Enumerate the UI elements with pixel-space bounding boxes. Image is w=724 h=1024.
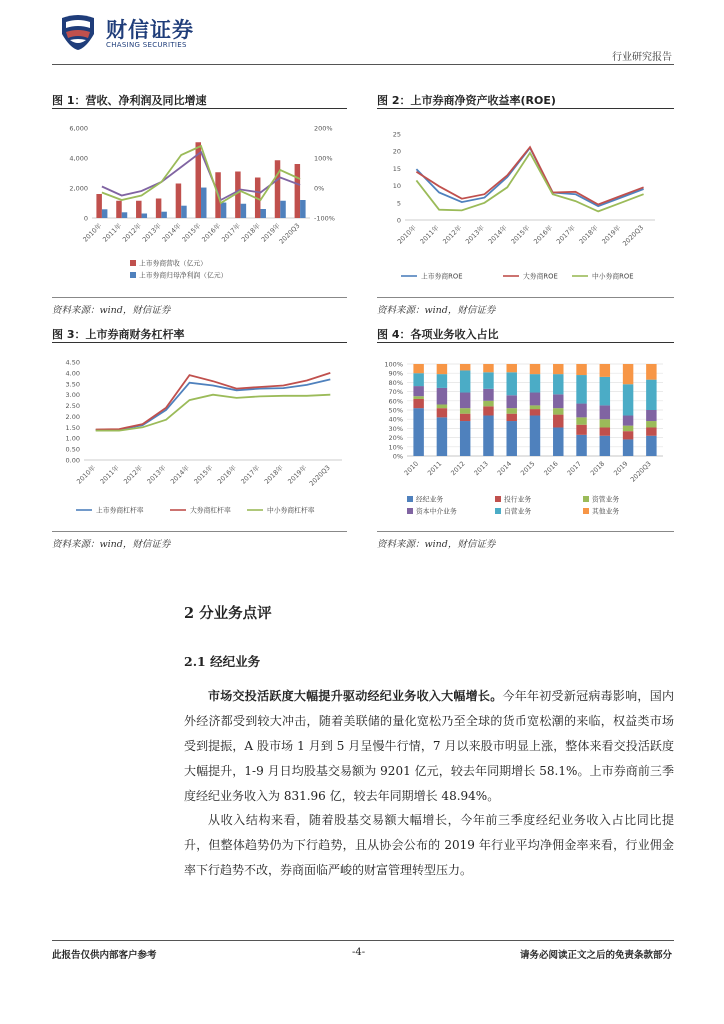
stacked-bar-segment <box>506 372 516 395</box>
x-tick-label: 2011年 <box>98 463 121 486</box>
y-tick-label: 50% <box>388 406 403 415</box>
bar <box>96 194 102 218</box>
x-tick-label: 2020Q3 <box>307 463 332 488</box>
bar <box>275 160 281 218</box>
stacked-bar-segment <box>646 410 656 421</box>
x-tick-label: 2018年 <box>577 223 600 246</box>
logo-cn: 财信证券 <box>106 18 194 42</box>
figure-4-source: 资料来源：wind，财信证券 <box>377 539 496 550</box>
figure-3-chart <box>52 346 347 526</box>
y-tick-label: 0 <box>396 216 401 225</box>
y-tick-label: 6,000 <box>69 124 88 133</box>
stacked-bar-segment <box>530 409 540 415</box>
x-tick-label: 2017 <box>565 459 583 478</box>
y-tick-label: 30% <box>388 424 403 433</box>
x-tick-label: 2012年 <box>121 221 143 244</box>
x-tick-label: 2014 <box>495 459 514 478</box>
figure-1-title: 图 1：营收、净利润及同比增速 <box>52 94 207 107</box>
stacked-bar-segment <box>623 416 633 426</box>
x-tick-label: 2017年 <box>239 463 262 486</box>
legend-label: 上市券商ROE <box>421 272 463 281</box>
figure-4-top-rule <box>377 342 674 343</box>
stacked-bar-segment <box>506 421 516 456</box>
page-number: -4- <box>352 947 366 958</box>
x-tick-label: 2014年 <box>486 223 509 246</box>
bar <box>295 164 301 218</box>
y-tick-label: 4.50 <box>65 358 80 367</box>
legend-label: 中小券商杠杆率 <box>267 506 315 515</box>
y-tick-label: 5 <box>396 199 401 208</box>
x-tick-label: 2015年 <box>192 463 215 486</box>
x-tick-label: 2014年 <box>169 463 191 486</box>
stacked-bar-segment <box>646 380 656 410</box>
stacked-bar-segment <box>460 408 470 414</box>
stacked-bar-segment <box>530 405 540 409</box>
stacked-bar-segment <box>437 388 447 405</box>
stacked-bar-segment <box>576 417 586 424</box>
stacked-bar-segment <box>623 431 633 439</box>
y2-tick-label: -100% <box>314 214 335 223</box>
stacked-bar-segment <box>646 427 656 435</box>
y-tick-label: 2.50 <box>65 402 80 411</box>
paragraph-1 <box>184 684 674 809</box>
stacked-bar-segment <box>646 421 656 427</box>
figure-2-chart <box>377 112 674 292</box>
bar <box>142 214 148 219</box>
legend-label: 中小券商ROE <box>592 272 634 281</box>
stacked-bar-segment <box>600 377 610 406</box>
figure-4-chart <box>377 346 674 526</box>
legend-label: 经纪业务 <box>416 495 444 504</box>
y-tick-label: 0% <box>392 452 403 461</box>
x-tick-label: 2012年 <box>122 463 145 486</box>
x-tick-label: 2014年 <box>160 221 183 244</box>
legend-label: 大券商ROE <box>523 272 558 281</box>
x-tick-label: 2011 <box>425 459 444 478</box>
x-tick-label: 2020Q3 <box>628 459 653 484</box>
stacked-bar-segment <box>483 389 493 401</box>
x-tick-label: 2013年 <box>464 223 486 246</box>
x-tick-label: 2011年 <box>418 223 441 246</box>
stacked-bar-segment <box>576 425 586 435</box>
stacked-bar-segment <box>437 417 447 456</box>
y-tick-label: 4.00 <box>65 369 80 378</box>
footer-disclaimer-left: 此报告仅供内部客户参考 <box>52 950 157 961</box>
figure-2-top-rule <box>377 108 674 109</box>
figure-2-source: 资料来源：wind，财信证券 <box>377 305 496 316</box>
stacked-bar-segment <box>553 394 563 408</box>
x-tick-label: 2019 <box>612 459 630 478</box>
y2-tick-label: 200% <box>314 124 333 133</box>
subsection-heading: 2.1 经纪业务 <box>184 654 261 669</box>
y-tick-label: 2.00 <box>65 412 80 421</box>
legend-label: 资本中介业务 <box>416 507 457 516</box>
stacked-bar-segment <box>413 396 423 399</box>
figure-1-top-rule <box>52 108 347 109</box>
stacked-bar-segment <box>460 364 470 370</box>
stacked-bar-segment <box>553 415 563 428</box>
stacked-bar-segment <box>413 386 423 396</box>
legend-swatch <box>495 508 501 514</box>
stacked-bar-segment <box>437 408 447 417</box>
stacked-bar-segment <box>460 370 470 392</box>
legend-swatch <box>583 508 589 514</box>
stacked-bar-segment <box>576 435 586 456</box>
bar <box>280 201 286 218</box>
logo-en: CHASING SECURITIES <box>106 41 187 49</box>
header-divider <box>52 64 674 65</box>
stacked-bar-segment <box>530 364 540 374</box>
figure-2-title: 图 2：上市券商净资产收益率(ROE) <box>377 94 556 107</box>
x-tick-label: 2019年 <box>600 223 623 246</box>
stacked-bar-segment <box>483 372 493 389</box>
y-tick-label: 60% <box>388 397 403 406</box>
bar <box>241 204 247 218</box>
stacked-bar-segment <box>483 364 493 372</box>
x-tick-label: 2015年 <box>509 223 532 246</box>
stacked-bar-segment <box>646 364 656 380</box>
stacked-bar-segment <box>460 414 470 421</box>
x-tick-label: 2018年 <box>239 221 262 244</box>
x-tick-label: 2016年 <box>200 221 223 244</box>
paragraph-2: 从收入结构来看，随着股基交易额大幅增长，今年前三季度经纪业务收入占比同比提升，但整体趋势仍为下行趋势，且从协会公布的 2019 年行业平均净佣金率来看，行业佣金率下行趋势不改，券商面临严峻的财富管理转型压力。 <box>184 813 674 877</box>
y-tick-label: 2,000 <box>69 184 88 193</box>
paragraph-1-lead: 市场交投活跃度大幅提升驱动经纪业务收入大幅增长。 <box>208 689 503 703</box>
y2-tick-label: 100% <box>314 154 333 163</box>
footer-disclaimer-right: 请务必阅读正文之后的免责条款部分 <box>519 950 672 961</box>
x-tick-label: 2011年 <box>101 221 124 244</box>
y-tick-label: 0.00 <box>65 456 80 465</box>
report-type: 行业研究报告 <box>612 52 672 63</box>
y-tick-label: 4,000 <box>69 154 88 163</box>
x-tick-label: 2010年 <box>75 463 98 486</box>
bar <box>156 199 162 219</box>
stacked-bar-segment <box>437 404 447 408</box>
x-tick-label: 2017年 <box>554 223 577 246</box>
figure-3-bottom-rule <box>52 531 347 532</box>
stacked-bar-segment <box>553 408 563 414</box>
y-tick-label: 70% <box>388 388 403 397</box>
x-tick-label: 2010年 <box>395 223 418 246</box>
y-tick-label: 40% <box>388 415 403 424</box>
y-tick-label: 10% <box>388 443 403 452</box>
x-tick-label: 2019年 <box>259 221 282 244</box>
bar <box>260 209 266 218</box>
legend-swatch <box>495 496 501 502</box>
y-tick-label: 15 <box>392 164 401 173</box>
x-tick-label: 2016年 <box>215 463 238 486</box>
paragraph-1-body: 今年年初受新冠病毒影响，国内外经济都受到较大冲击，随着美联储的量化宽松乃至全球的货币宽松潮的来临，权益类市场受到提振，A 股市场 1 月到 5 月呈慢牛行情，7 月以来股市明显上涨，整体来看交投活跃度大幅提升，1-9 月日均股基交易额为 9201 亿元，较去年同期增长 58.1%。上市券商前三季度经纪业务收入为 831.96 亿，较去年同期增长 48.94%。 <box>184 689 674 803</box>
bar <box>122 212 128 218</box>
stacked-bar-segment <box>623 384 633 415</box>
x-tick-label: 2010年 <box>81 221 104 244</box>
section-heading: 2 分业务点评 <box>184 605 272 622</box>
stacked-bar-segment <box>483 406 493 415</box>
bar <box>136 201 142 218</box>
bar <box>116 201 122 218</box>
logo-emblem-icon <box>58 12 98 52</box>
bar <box>221 203 227 218</box>
stacked-bar-segment <box>413 399 423 408</box>
figure-3-source: 资料来源：wind，财信证券 <box>52 539 171 550</box>
figure-1-bottom-rule <box>52 297 347 298</box>
stacked-bar-segment <box>553 374 563 394</box>
figure-3-title: 图 3：上市券商财务杠杆率 <box>52 328 185 341</box>
x-tick-label: 2019年 <box>286 463 309 486</box>
bar <box>102 209 108 218</box>
figure-2-bottom-rule <box>377 297 674 298</box>
bar <box>201 188 207 218</box>
stacked-bar-segment <box>483 401 493 407</box>
footer-divider <box>52 940 674 941</box>
bar <box>161 212 167 218</box>
stacked-bar-segment <box>600 364 610 377</box>
legend-label: 自营业务 <box>504 507 532 516</box>
y2-tick-label: 0% <box>314 184 325 193</box>
y-tick-label: 10 <box>392 182 401 191</box>
stacked-bar-segment <box>413 364 423 373</box>
stacked-bar-segment <box>506 395 516 408</box>
legend-label: 上市券商杠杆率 <box>96 506 144 515</box>
stacked-bar-segment <box>413 373 423 386</box>
y-tick-label: 20% <box>388 434 403 443</box>
stacked-bar-segment <box>553 427 563 456</box>
stacked-bar-segment <box>600 427 610 435</box>
bar <box>300 200 306 218</box>
x-tick-label: 2016年 <box>532 223 555 246</box>
x-tick-label: 2018 <box>588 459 607 478</box>
x-tick-label: 2013 <box>472 459 490 478</box>
x-tick-label: 2015年 <box>180 221 203 244</box>
stacked-bar-segment <box>576 404 586 418</box>
legend-swatch <box>130 260 136 266</box>
series-line <box>96 373 331 430</box>
legend-swatch <box>407 496 413 502</box>
stacked-bar-segment <box>623 364 633 384</box>
logo <box>58 10 208 54</box>
stacked-bar-segment <box>437 364 447 374</box>
figure-4-bottom-rule <box>377 531 674 532</box>
x-tick-label: 2015 <box>519 459 537 478</box>
stacked-bar-segment <box>506 364 516 372</box>
bar <box>181 206 187 218</box>
stacked-bar-segment <box>553 364 563 374</box>
stacked-bar-segment <box>506 414 516 421</box>
stacked-bar-segment <box>530 374 540 392</box>
stacked-bar-segment <box>413 408 423 456</box>
x-tick-label: 2016 <box>542 459 560 478</box>
x-tick-label: 2012 <box>449 459 467 478</box>
series-line <box>416 148 643 206</box>
stacked-bar-segment <box>623 426 633 432</box>
legend-swatch <box>130 272 136 278</box>
legend-swatch <box>407 508 413 514</box>
y-tick-label: 80% <box>388 378 403 387</box>
figure-4-title: 图 4：各项业务收入占比 <box>377 328 499 341</box>
stacked-bar-segment <box>600 436 610 456</box>
legend-label: 大券商杠杆率 <box>190 506 231 515</box>
legend-label: 资管业务 <box>592 495 620 504</box>
y-tick-label: 0.50 <box>65 445 80 454</box>
stacked-bar-segment <box>576 364 586 375</box>
stacked-bar-segment <box>483 416 493 456</box>
stacked-bar-segment <box>600 405 610 419</box>
x-tick-label: 2017年 <box>220 221 243 244</box>
stacked-bar-segment <box>623 439 633 456</box>
stacked-bar-segment <box>506 408 516 414</box>
stacked-bar-segment <box>437 374 447 388</box>
stacked-bar-segment <box>646 436 656 456</box>
stacked-bar-segment <box>530 416 540 456</box>
legend-label: 投行业务 <box>504 495 532 504</box>
x-tick-label: 2013年 <box>145 463 168 486</box>
series-line <box>96 395 331 431</box>
y-tick-label: 100% <box>384 360 403 369</box>
legend-label: 上市券商归母净利润（亿元） <box>139 271 228 280</box>
stacked-bar-segment <box>576 375 586 404</box>
y-tick-label: 25 <box>392 130 401 139</box>
bar <box>176 184 182 219</box>
y-tick-label: 3.50 <box>65 380 80 389</box>
figure-3-top-rule <box>52 342 347 343</box>
stacked-bar-segment <box>460 393 470 409</box>
y-tick-label: 20 <box>392 147 401 156</box>
stacked-bar-segment <box>460 421 470 456</box>
stacked-bar-segment <box>600 419 610 427</box>
x-tick-label: 2020Q3 <box>621 223 646 248</box>
series-line <box>416 147 643 204</box>
y-tick-label: 1.50 <box>65 423 80 432</box>
legend-label: 其他业务 <box>592 507 620 516</box>
x-tick-label: 2018年 <box>262 463 285 486</box>
x-tick-label: 2012年 <box>441 223 464 246</box>
y-tick-label: 3.00 <box>65 391 80 400</box>
y-tick-label: 0 <box>83 214 88 223</box>
x-tick-label: 2013年 <box>140 221 163 244</box>
series-line <box>96 379 331 430</box>
x-tick-label: 2010 <box>402 459 421 478</box>
y-tick-label: 90% <box>388 369 403 378</box>
figure-1-chart <box>52 112 347 292</box>
legend-label: 上市券商营收（亿元） <box>139 259 207 268</box>
x-tick-label: 2020Q3 <box>277 221 302 246</box>
legend-swatch <box>583 496 589 502</box>
y-tick-label: 1.00 <box>65 434 80 443</box>
stacked-bar-segment <box>530 393 540 406</box>
figure-1-source: 资料来源：wind，财信证券 <box>52 305 171 316</box>
